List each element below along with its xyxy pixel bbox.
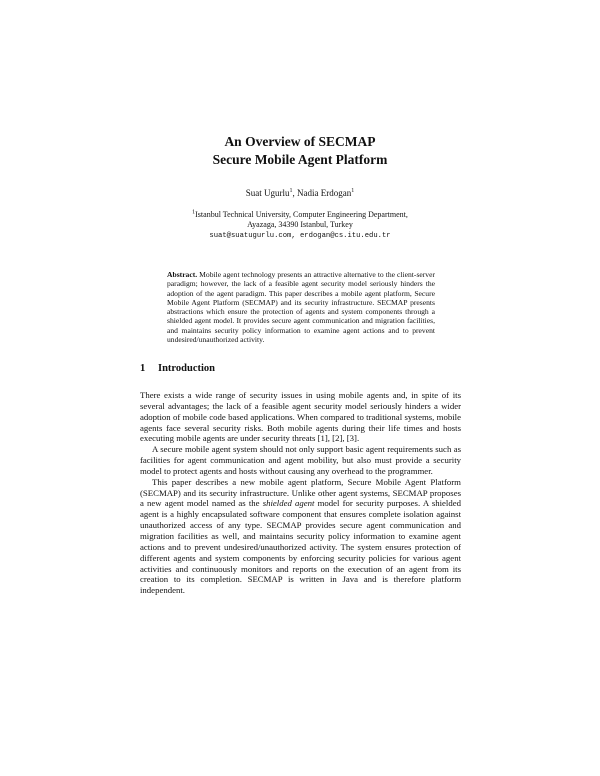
affiliation-marker: 1 bbox=[351, 188, 355, 194]
section-title: Introduction bbox=[158, 363, 215, 374]
body-paragraph: A secure mobile agent system should not only support basic agent requirements such as facilities for agent communication and agent mobility, but also must provide a security model to protect agents and hosts without causing any overhead to the programmer. bbox=[140, 444, 461, 476]
affiliation-institution: Istanbul Technical University, Computer Engineering Department, bbox=[195, 210, 408, 219]
affiliation-block bbox=[0, 210, 600, 241]
italic-term: shielded agent bbox=[262, 498, 315, 509]
author-name: Suat Ugurlu bbox=[245, 188, 290, 198]
author-list bbox=[0, 188, 600, 198]
section-number: 1 bbox=[140, 363, 146, 374]
affiliation-marker: 1 bbox=[192, 209, 196, 216]
affiliation-line bbox=[0, 210, 600, 220]
abstract-text: Mobile agent technology presents an attractive alternative to the client-server paradigm; however, the lack of a feasible agent security model seriously hinders the adoption of the agent paradigm. This paper describes a mobile agent platform, Secure Mobile Agent Platform (SECMAP) and its security infrastructure. SECMAP presents abstractions which ensure the protection of agents and system components through a shielded agent model. It provides secure agent communication and migration facilities, and maintains security policy information to examine agent actions and to prevent undesired/unauthorized activity. bbox=[167, 270, 435, 345]
author-separator: , bbox=[292, 188, 297, 198]
paper-title-line-1: An Overview of SECMAP bbox=[224, 134, 376, 149]
author-emails: suat@suatugurlu.com, erdogan@cs.itu.edu.tr bbox=[209, 231, 391, 240]
paragraph-text: model for security purposes. A shielded agent is a highly encapsulated software component that ensures complete isolation against unauthorized access of any type. SECMAP provides secure agent communication and migration facilities as well, and maintains security policy information to examine agent actions and to prevent undesired/unauthorized activity. The system ensures protection of different agents and system components by enforcing security policies for various agent activities and continuously monitors and reports on the execution of an agent from its creation to its completion. SECMAP is written in Java and is therefore platform independent. bbox=[140, 498, 461, 596]
affiliation-address: Ayazaga, 34390 Istanbul, Turkey bbox=[247, 220, 353, 230]
abstract bbox=[167, 270, 435, 344]
body-paragraph bbox=[140, 477, 461, 596]
paragraph-text: This paper describes a new mobile agent platform, Secure Mobile Agent Platform (SECMAP) and its security infrastructure. Unlike other agent systems, SECMAP proposes a new agent model named as the bbox=[140, 476, 461, 509]
author-name: Nadia Erdogan bbox=[297, 188, 352, 198]
paper-title-line-2: Secure Mobile Agent Platform bbox=[212, 152, 388, 167]
body-paragraph: There exists a wide range of security issues in using mobile agents and, in spite of its several advantages; the lack of a feasible agent security model seriously hinders a wider adoption of mobile code based applications. When compared to traditional systems, mobile agents face several security risks. Both mobile agents during their life times and hosts executing mobile agents are under security threats [1], [2], [3]. bbox=[140, 390, 461, 444]
section-heading bbox=[140, 363, 215, 374]
section-body bbox=[140, 390, 461, 596]
affiliation-marker: 1 bbox=[289, 188, 293, 194]
abstract-label: Abstract. bbox=[167, 270, 198, 279]
